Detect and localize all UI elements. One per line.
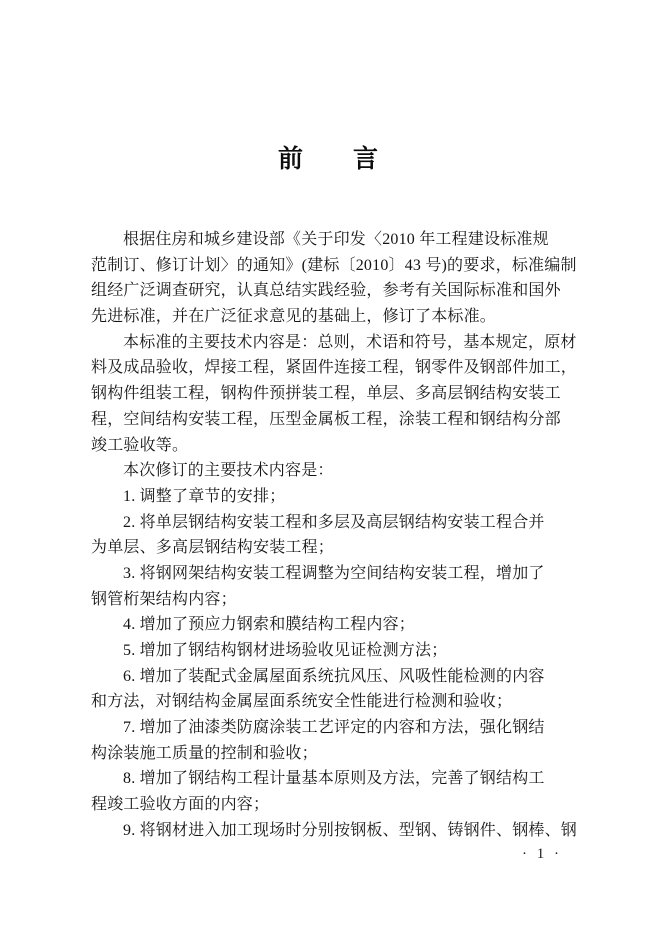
list-item-7: 7. 增加了油漆类防腐涂装工艺评定的内容和方法，强化钢结 — [123, 719, 545, 737]
text-line: 范制订、修订计划〉的通知》(建标〔2010〕43 号)的要求，标准编制 — [91, 256, 577, 274]
list-item-6: 6. 增加了装配式金属屋面系统抗风压、风吸性能检测的内容 — [123, 667, 545, 685]
text-line: 本标准的主要技术内容是：总则，术语和符号，基本规定，原材 — [123, 333, 577, 351]
list-item-5: 5. 增加了钢结构钢材进场验收见证检测方法； — [123, 642, 448, 659]
text-line: 钢构件组装工程，钢构件预拼装工程，单层、多高层钢结构安装工 — [91, 385, 561, 403]
list-item-7-cont: 构涂装施工质量的控制和验收； — [91, 744, 318, 762]
text-line: 料及成品验收，焊接工程，紧固件连接工程，钢零件及钢部件加工， — [91, 359, 578, 377]
list-item-6-cont: 和方法，对钢结构金属屋面系统安全性能进行检测和验收； — [91, 693, 513, 711]
list-item-9: 9. 将钢材进入加工现场时分别按钢板、型钢、铸钢件、钢棒、钢 — [123, 821, 578, 839]
list-item-3: 3. 将钢网架结构安装工程调整为空间结构安装工程，增加了 — [123, 564, 545, 582]
list-item-8-cont: 程竣工验收方面的内容； — [91, 796, 270, 814]
list-item-1: 1. 调整了章节的安排； — [123, 487, 286, 505]
list-item-4: 4. 增加了预应力钢索和膜结构工程内容； — [123, 616, 416, 634]
list-item-3-cont: 钢管桁架结构内容； — [91, 590, 237, 608]
text-line: 程，空间结构安装工程，压型金属板工程，涂装工程和钢结构分部 — [91, 410, 561, 428]
text-line: 本次修订的主要技术内容是： — [123, 462, 334, 480]
text-line: 根据住房和城乡建设部《关于印发〈2010 年工程建设标准规 — [123, 231, 549, 248]
text-line: 先进标准，并在广泛征求意见的基础上，修订了本标准。 — [91, 308, 497, 326]
list-item-8: 8. 增加了钢结构工程计量基本原则及方法，完善了钢结构工 — [123, 770, 545, 788]
text-line: 组经广泛调查研究，认真总结实践经验，参考有关国际标准和国外 — [91, 282, 561, 300]
page-number: · 1 · — [522, 846, 562, 862]
text-line: 竣工验收等。 — [91, 436, 189, 454]
body-text — [91, 227, 577, 844]
page-title: 前 言 — [277, 145, 378, 173]
list-item-2: 2. 将单层钢结构安装工程和多层及高层钢结构安装工程合并 — [123, 513, 545, 531]
list-item-2-cont: 为单层、多高层钢结构安装工程； — [91, 539, 335, 557]
